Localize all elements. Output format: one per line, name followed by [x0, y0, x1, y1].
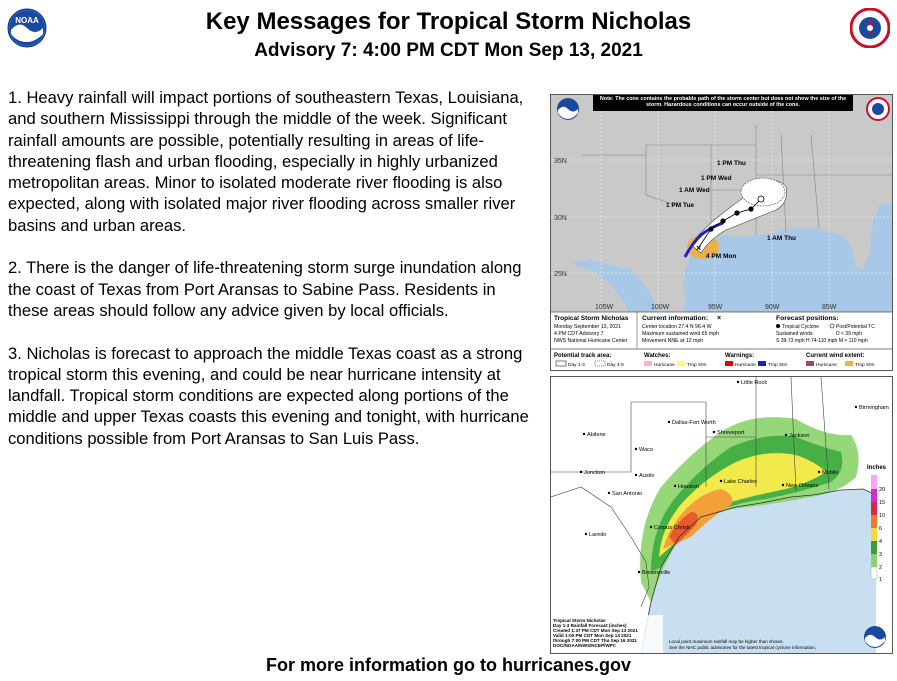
- lat-label-25n: 25N: [554, 271, 567, 278]
- rain-color-scale: [871, 475, 877, 579]
- storm-box-advisory: 4 PM CDT Advisory 7: [554, 331, 604, 337]
- caption-line-2: Day 1-3 Rainfall Forecast (inches): [553, 623, 627, 628]
- lon-label-100w: 100W: [651, 304, 670, 311]
- city-mobile: Mobile: [822, 470, 839, 476]
- city-junction: Junction: [584, 470, 605, 476]
- caption-line-6: DOC/NOAA/NWS/NCEP/WPC: [553, 643, 617, 648]
- scale-1: 1: [879, 577, 882, 583]
- footer-more-info: For more information go to hurricanes.gov: [265, 655, 632, 675]
- lon-label-85w: 85W: [822, 304, 837, 311]
- city-corpus-christi: Corpus Christi: [654, 525, 690, 531]
- key-message-3: 3. Nicholas is forecast to approach the middle Texas coast as a strong tropical storm this evening, and could be near hurricane intensity at landfall. Tropical storm conditions are expected along portions of the middle and upper Texas coasts this evening and tonight, with hurricane conditions possible from Port Aransas to San Luis Pass.: [8, 343, 529, 448]
- rainfall-forecast-map: [550, 376, 893, 654]
- extent-trop-stm: Trop Stm: [855, 363, 875, 368]
- scale-3: 3: [879, 552, 882, 558]
- city-san-antonio: San Antonio: [612, 491, 643, 497]
- disclaimer-line-2: See the NHC public advisories for the latest tropical cyclone information.: [669, 645, 817, 650]
- legend-winds-d: D < 39 mph: [836, 331, 862, 337]
- city-abilene: Abilene: [587, 432, 606, 438]
- track-day-4-5: Day 4-5: [607, 363, 624, 368]
- city-birmingham: Birmingham: [859, 405, 889, 411]
- city-houston: Houston: [678, 484, 699, 490]
- city-new-orleans: New Orleans: [786, 483, 819, 489]
- lat-label-35n: 35N: [554, 158, 567, 165]
- current-position-marker: ×: [696, 243, 702, 253]
- current-info-title: Current information:: [642, 315, 709, 322]
- cone-extended: [741, 178, 785, 206]
- disclaimer-line-1: Local point maximum rainfall may be higher than shown.: [669, 639, 784, 644]
- scale-15: 15: [879, 500, 885, 506]
- key-messages: [8, 87, 540, 470]
- scale-20: 20: [879, 487, 885, 493]
- city-shreveport: Shreveport: [717, 430, 745, 436]
- extent-hurricane: Hurricane: [816, 363, 837, 368]
- label-1pm-tue: 1 PM Tue: [666, 202, 695, 209]
- scale-10: 10: [879, 513, 885, 519]
- legend-post-tc: Post/Potential TC: [836, 324, 875, 330]
- label-1pm-wed: 1 PM Wed: [701, 175, 732, 182]
- noaa-logo-text: NOAA: [15, 16, 39, 25]
- legend-sustained-winds: Sustained winds:: [776, 331, 814, 337]
- caption-line-3: Created 1:37 PM CDT Mon Sep 13 2021: [553, 628, 638, 633]
- scale-4: 4: [879, 539, 882, 545]
- lat-label-30n: 30N: [554, 215, 567, 222]
- warning-trop-stm: Trop Stm: [768, 363, 788, 368]
- city-lake-charles: Lake Charles: [724, 479, 757, 485]
- advisory-subtitle: Advisory 7: 4:00 PM CDT Mon Sep 13, 2021: [254, 40, 643, 61]
- city-laredo: Laredo: [589, 532, 607, 538]
- storm-box-date: Monday September 13, 2021: [554, 324, 621, 330]
- city-waco: Waco: [639, 447, 654, 453]
- scale-2: 2: [879, 565, 882, 571]
- key-message-2: 2. There is the danger of life-threatening storm surge inundation along the coast of Texas from Port Aransas to Sabine Pass. Residents in these areas should follow any advice given by local officials.: [8, 258, 522, 320]
- lon-label-105w: 105W: [595, 304, 614, 311]
- city-brownsville: Brownsville: [642, 570, 671, 576]
- scale-6: 6: [879, 526, 882, 532]
- track-day-1-3: Day 1-3: [568, 363, 585, 368]
- label-1am-thu: 1 AM Thu: [767, 235, 797, 242]
- legend-winds-shm: S 39-73 mph H 74-110 mph M > 110 mph: [776, 338, 868, 344]
- page-title: Key Messages for Tropical Storm Nicholas: [205, 8, 692, 35]
- caption-line-5: through 7:00 PM CDT Thu Sep 16 2021: [553, 638, 637, 643]
- lon-label-90w: 90W: [765, 304, 780, 311]
- city-austin: Austin: [639, 473, 655, 479]
- forecast-cone-map: [550, 94, 893, 371]
- current-info-location: Center location 27.4 N 96.4 W: [642, 324, 712, 330]
- watch-hurricane: Hurricane: [654, 363, 675, 368]
- current-info-wind: Maximum sustained wind 65 mph: [642, 331, 719, 337]
- warnings-title: Warnings:: [725, 353, 755, 359]
- warning-hurricane: Hurricane: [735, 363, 756, 368]
- storm-box-center: NWS National Hurricane Center: [554, 338, 628, 344]
- wind-extent-title: Current wind extent:: [806, 353, 865, 359]
- watches-title: Watches:: [644, 353, 671, 359]
- city-jackson: Jackson: [789, 433, 810, 439]
- cone-note: Note: The cone contains the probable path of the storm center but does not show the size of the storm. Hazardous conditions can occur outside of the cone.: [599, 96, 847, 109]
- track-area-title: Potential track area:: [554, 353, 612, 359]
- city-little-rock: Little Rock: [741, 380, 768, 386]
- nws-logo: [850, 8, 890, 48]
- svg-text:×: ×: [717, 315, 722, 322]
- current-info-movement: Movement NNE at 12 mph: [642, 338, 704, 344]
- forecast-positions-title: Forecast positions:: [776, 315, 839, 322]
- label-1am-wed: 1 AM Wed: [679, 187, 710, 194]
- label-4pm-mon: 4 PM Mon: [706, 253, 737, 260]
- key-message-1: 1. Heavy rainfall will impact portions of southeastern Texas, Louisiana, and southern Mississippi through the middle of the week. Significant rainfall amounts are possible, potentially resulting in areas of life-threatening flash and urban flooding, especially in highly urbanized metropolitan areas. Minor to isolated moderate river flooding is also expected, along with isolated major river flooding across smaller river basins and urban areas.: [8, 88, 524, 235]
- label-1pm-thu: 1 PM Thu: [717, 160, 746, 167]
- storm-box-title: Tropical Storm Nicholas: [554, 315, 629, 322]
- legend-tropical-cyclone: Tropical Cyclone: [782, 324, 820, 330]
- caption-line-1: Tropical Storm Nicholas: [553, 618, 606, 623]
- caption-line-4: Valid 1:00 PM CDT Mon Sep 13 2021: [553, 633, 632, 638]
- lon-label-95w: 95W: [708, 304, 723, 311]
- post-tc-position: [758, 196, 764, 202]
- city-dallas: Dallas-Fort Worth: [672, 420, 716, 426]
- rain-scale-title: Inches: [867, 465, 887, 471]
- watch-trop-stm: Trop Stm: [687, 363, 707, 368]
